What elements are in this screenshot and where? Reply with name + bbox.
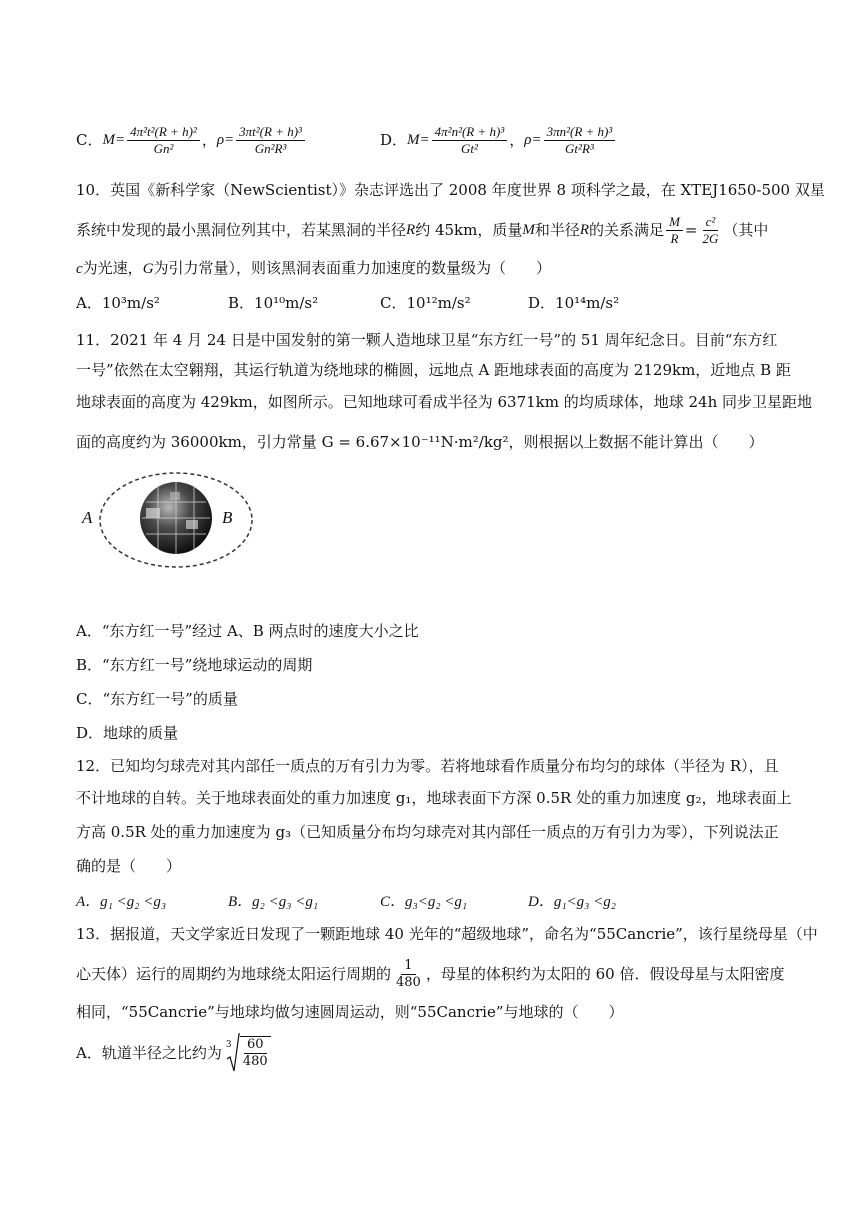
numerator: c² [703, 214, 719, 231]
density-symbol: ρ= [216, 132, 235, 148]
mass-symbol: M= [407, 132, 430, 148]
q10-option-a[interactable]: A．10³m/s² [76, 294, 160, 312]
root-fraction [240, 1036, 271, 1070]
gravity-constant-symbol: G [142, 261, 154, 277]
text: 约 45km，质量 [415, 221, 523, 239]
q13-line-1: 13．据报道，天文学家近日发现了一颗距地球 40 光年的“超级地球”，命名为“55Cancrie”，该行星绕母星（中 [76, 925, 818, 943]
q12-line-2: 不计地球的自转。关于地球表面处的重力加速度 g₁，地球表面下方深 0.5R 处的重力加速度 g₂，地球表面上 [76, 789, 792, 807]
density-fraction [544, 124, 616, 157]
mass-denominator: Gn² [153, 140, 174, 156]
density-denominator: Gt²R³ [565, 140, 594, 156]
text: 和半径 [534, 221, 580, 239]
q12-option-d[interactable]: D．g₁<g₃ <g₂ [528, 894, 616, 910]
text: ，母星的体积约为太阳的 60 倍．假设母星与太阳密度 [425, 965, 785, 983]
panel-reflection [146, 508, 160, 518]
text: 为引力常量），则该黑洞表面重力加速度的数量级为（ ） [153, 259, 552, 277]
q9-option-d[interactable] [380, 120, 617, 160]
q13-option-a[interactable] [76, 1030, 273, 1076]
option-c-label: C． [76, 131, 103, 149]
density-denominator: Gn²R³ [254, 140, 287, 156]
q11-option-b[interactable]: B．“东方红一号”绕地球运动的周期 [76, 656, 313, 674]
q12-line-3: 方高 0.5R 处的重力加速度为 g₃（已知质量分布均匀球壳对其内部任一质点的万有引力为零），下列说法正 [76, 823, 779, 841]
mass-symbol: M= [102, 132, 126, 148]
density-numerator: 3πt²(R + h)³ [236, 124, 305, 141]
orbit-figure [76, 468, 256, 572]
text: 系统中发现的最小黑洞位列其中，若某黑洞的半径 [76, 221, 407, 239]
text: （其中 [723, 221, 769, 239]
q12-option-b[interactable]: B．g₂ <g₃ <g₁ [228, 894, 319, 910]
mass-fraction [127, 124, 200, 157]
mass-denominator: Gt² [460, 140, 478, 156]
q10-option-c[interactable]: C．10¹²m/s² [380, 294, 471, 312]
period-fraction [393, 958, 424, 991]
numerator: 60 [244, 1037, 267, 1054]
q10-option-b[interactable]: B．10¹⁰m/s² [228, 294, 319, 312]
denominator: 480 [396, 974, 421, 990]
q9-option-c[interactable] [76, 120, 307, 160]
separator: ， [201, 131, 217, 149]
option-d-label: D． [380, 131, 408, 149]
q11-option-c[interactable]: C．“东方红一号”的质量 [76, 690, 238, 708]
q12-line-1: 12．已知均匀球壳对其内部任一质点的万有引力为零。若将地球看作质量分布均匀的球体（半径为 R），且 [76, 757, 779, 775]
q10-line-3 [76, 258, 551, 279]
c2-fraction [699, 214, 721, 247]
q10-line-2 [76, 210, 768, 250]
numerator: 1 [401, 958, 415, 975]
q11-line-2: 一号”依然在太空翱翔，其运行轨道为绕地球的椭圆，远地点 A 距地球表面的高度为 2129km，近地点 B 距 [76, 361, 791, 379]
q12-option-c[interactable]: C．g₃<g₂ <g₁ [380, 894, 468, 910]
q12-option-a[interactable]: A．g₁ <g₂ <g₃ [76, 894, 167, 910]
panel-reflection [186, 520, 198, 529]
mass-numerator: 4π²n²(R + h)³ [432, 124, 508, 141]
q12-line-4: 确的是（ ） [76, 857, 182, 875]
separator: ， [509, 131, 525, 149]
equals-sign: = [684, 221, 698, 239]
density-fraction [236, 124, 305, 157]
mass-numerator: 4π²t²(R + h)² [127, 124, 200, 141]
mr-fraction [666, 214, 683, 247]
text: 为光速， [82, 259, 143, 277]
q13-line-3: 相同，“55Cancrie”与地球均做匀速圆周运动，则“55Cancrie”与地球的（ ） [76, 1003, 624, 1021]
q11-line-4: 面的高度约为 36000km，引力常量 G = 6.67×10⁻¹¹N·m²/kg²，则根据以上数据不能计算出（ ） [76, 433, 764, 451]
q10-line-1: 10．英国《新科学家（NewScientist）》杂志评选出了 2008 年度世界 8 项科学之最，在 XTEJ1650-500 双星 [76, 181, 825, 199]
point-a-label: A [82, 508, 93, 527]
root-index: 3 [225, 1040, 232, 1050]
density-numerator: 3πn²(R + h)³ [544, 124, 616, 141]
cube-root [226, 1033, 273, 1073]
q11-line-3: 地球表面的高度为 429km，如图所示。已知地球可看成半径为 6371km 的均质球体，地球 24h 同步卫星距地 [76, 393, 813, 411]
numerator: M [666, 214, 683, 231]
radius-symbol: R [579, 222, 590, 238]
density-symbol: ρ= [524, 132, 542, 148]
point-b-label: B [222, 508, 233, 527]
option-a-text: A．轨道半径之比约为 [76, 1044, 222, 1062]
mass-symbol: M [522, 222, 535, 238]
q11-option-d[interactable]: D．地球的质量 [76, 724, 179, 742]
radius-symbol: R [406, 222, 416, 238]
q10-option-d[interactable]: D．10¹⁴m/s² [528, 294, 620, 312]
mass-fraction [432, 124, 508, 157]
q11-line-1: 11．2021 年 4 月 24 日是中国发射的第一颗人造地球卫星“东方红一号”的 51 周年纪念日。目前“东方红 [76, 331, 778, 349]
text: 心天体）运行的周期约为地球绕太阳运行周期的 [76, 965, 392, 983]
q11-option-a[interactable]: A．“东方红一号”经过 A、B 两点时的速度大小之比 [76, 622, 419, 640]
denominator: 2G [702, 230, 719, 246]
q13-line-2 [76, 952, 784, 996]
light-speed-symbol: c [76, 261, 83, 277]
panel-reflection [170, 492, 180, 500]
text: 的关系满足 [589, 221, 665, 239]
denominator: 480 [242, 1054, 268, 1069]
denominator: R [670, 230, 679, 246]
